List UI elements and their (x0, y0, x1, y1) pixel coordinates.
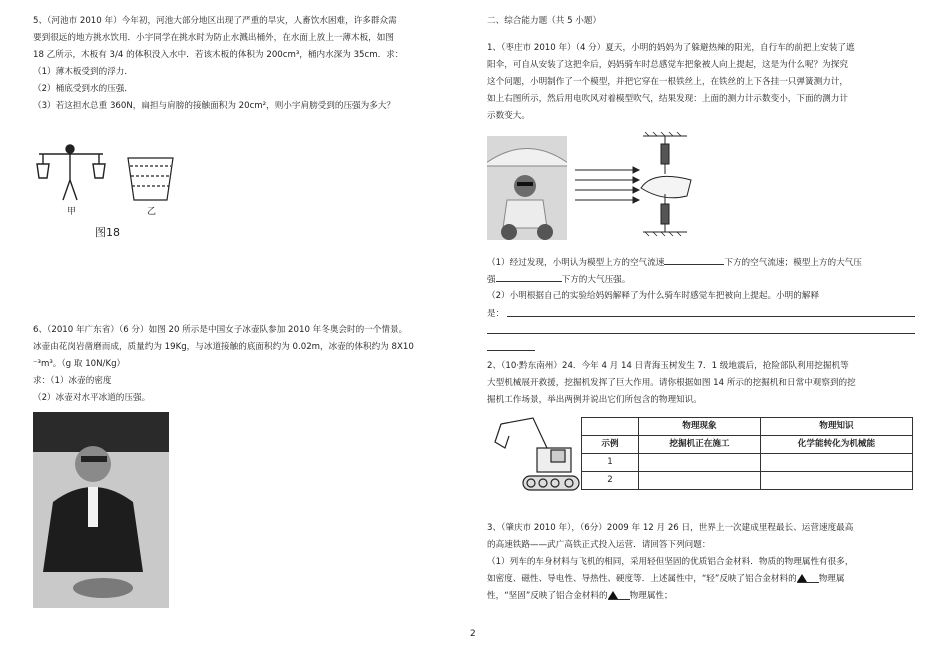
q1-line: 这个问题，小明制作了一个模型，并把它穿在一根铁丝上，在铁丝的上下各挂一只弹簧测力计， (487, 77, 848, 87)
table-row-label: 示例 (582, 436, 639, 454)
q1-line: 1、（枣庄市 2010 年）（4 分）夏天，小明的妈妈为了躲避热辣的阳光，自行车的前把上安装了遮 (487, 43, 855, 53)
answer-line-1[interactable] (507, 316, 915, 317)
answer-blank-4[interactable] (608, 588, 630, 600)
page-number: 2 (470, 629, 476, 639)
q3-line5-tail: 物理属性； (629, 591, 673, 601)
q5-line: （2）桶底受到水的压强． (33, 84, 133, 94)
q5-line: （3）若这担水总重 360N，扁担与肩膀的接触面积为 20cm²，则小宇肩膀受到的压强为多大？ (33, 101, 396, 111)
figure-label-jia: 甲 (67, 207, 77, 217)
q6-line: ⁻³m³。（g 取 10N/Kg） (33, 359, 126, 369)
q5-line: （1）薄木板受到的浮力． (33, 67, 133, 77)
table-cell[interactable] (639, 472, 761, 490)
q3-line: （1）列车的车身材料与飞机的相同，采用轻但坚固的优质铝合金材料．物质的物理属性有很多， (487, 557, 854, 567)
question-6 (33, 322, 448, 407)
table-cell[interactable] (760, 472, 912, 490)
q6-line: （2）冰壶对水平冰道的压强。 (33, 393, 151, 403)
section-title: 二、综合能力题（共 5 小题） (487, 16, 602, 26)
q1-line: 示数变大。 (487, 111, 530, 121)
answer-blank-2[interactable] (496, 270, 562, 282)
table-header-phenomenon: 物理现象 (639, 418, 761, 436)
triangle-mark-icon (608, 591, 618, 599)
curling-athlete-photo (33, 412, 169, 608)
q1-sub1-text-d: 下方的大气压强。 (561, 275, 631, 285)
q1-sub2-line1: （2）小明根据自己的实验给妈妈解释了为什么骑车时感觉车把被向上提起。小明的解释 (487, 291, 820, 301)
table-cell[interactable] (760, 454, 912, 472)
q3-line4-text: 如密度、磁性、导电性、导热性、硬度等．上述属性中，“轻”反映了铝合金材料的 (487, 574, 797, 584)
figure-caption: 图18 (95, 226, 120, 239)
table-header-blank (582, 418, 639, 436)
q2-line: 2、（10·黔东南州）24．今年 4 月 14 日青海玉树发生 7．1 级地震后，抢险部队利用挖掘机等 (487, 361, 849, 371)
q3-line4-tail: 物理属 (818, 574, 845, 584)
question-2 (487, 358, 919, 409)
table-header-knowledge: 物理知识 (760, 418, 912, 436)
q2-line: 大型机械展开救援，挖掘机发挥了巨大作用。请你根据如图 14 所示的挖掘机和日常中观察到的挖 (487, 378, 856, 388)
figure-label-yi: 乙 (147, 207, 157, 217)
table-cell: 挖掘机正在施工 (639, 436, 761, 454)
q1-sub1-text-a: （1）经过发现，小明认为模型上方的空气流速 (487, 258, 665, 268)
answer-blank-1[interactable] (664, 253, 724, 265)
table-row-label: 2 (582, 472, 639, 490)
physics-table (581, 417, 913, 490)
airfoil-model-diagram (573, 130, 693, 242)
q3-line (487, 571, 919, 588)
table-cell[interactable] (639, 454, 761, 472)
cyclist-umbrella-photo (487, 136, 567, 240)
q1-line: 如上右图所示，然后用电吹风对着模型吹气，结果发现：上面的测力计示数变小，下面的测力计 (487, 94, 848, 104)
q3-line: 3、（肇庆市 2010 年），（6分）2009 年 12 月 26 日，世界上一次建成里程最长、运营速度最高 (487, 523, 854, 533)
answer-line-3[interactable] (487, 350, 535, 351)
q1-sub1-line2 (487, 270, 919, 289)
q6-line: 6、（2010 年广东省）（6 分）如图 20 所示是中国女子冰壶队参加 2010 年冬奥会时的一个情景。 (33, 325, 408, 335)
q6-line: 冰壶由花岗岩凿磨而成，质量约为 19Kg，与冰道接触的底面积约为 0.02m，冰壶的体积约为 8X10 (33, 342, 414, 352)
question-5 (33, 13, 448, 115)
q6-line: 求：（1）冰壶的密度 (33, 376, 112, 386)
triangle-mark-icon (797, 574, 807, 582)
table-cell: 化学能转化为机械能 (760, 436, 912, 454)
q3-line5-text: 性，“坚固”反映了铝合金材料的 (487, 591, 608, 601)
q2-line: 掘机工作场景，举出两例并说出它们所包含的物理知识。 (487, 395, 702, 405)
q1-line: 阳伞，可自从安装了这把伞后，妈妈骑车时总感觉车把象被人向上提起，这是为什么呢？为探究 (487, 60, 848, 70)
q3-line: 的高速铁路——武广高铁正式投入运营．请回答下列问题： (487, 540, 711, 550)
q1-sub2-line2: 是： (487, 309, 505, 319)
q5-line: 18 乙所示，木板有 3/4 的体积没入水中．若该木板的体积为 200cm³，桶内水深为 35cm．求： (33, 50, 404, 60)
q3-line (487, 588, 919, 605)
question-3 (487, 520, 919, 605)
bucket-illustration (128, 158, 173, 200)
answer-line-2[interactable] (487, 333, 915, 334)
excavator-illustration (493, 414, 583, 508)
q5-line: 5、（河池市 2010 年）今年初，河池大部分地区出现了严重的旱灾，人畜饮水困难，许多群众需 (33, 16, 397, 26)
figure-18 (33, 140, 183, 245)
q5-line: 要到很远的地方挑水饮用．小宇同学在挑水时为防止水溅出桶外，在水面上放上一薄木板，如图 (33, 33, 394, 43)
answer-blank-3[interactable] (797, 571, 819, 583)
question-1 (487, 40, 919, 125)
table-row-label: 1 (582, 454, 639, 472)
person-carrying-water-illustration (37, 145, 105, 200)
q1-sub1-text-b: 下方的空气流速；模型上方的大气压 (724, 258, 862, 268)
q1-sub1-text-c: 强 (487, 275, 496, 285)
